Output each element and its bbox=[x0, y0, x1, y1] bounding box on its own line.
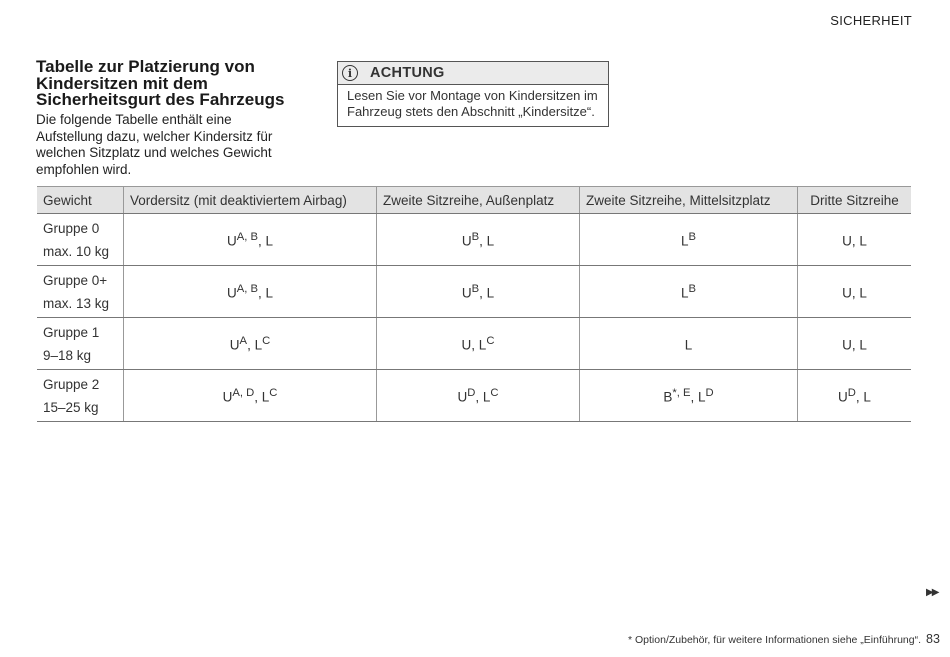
seat-cell: U, L bbox=[798, 266, 912, 318]
group-name: Gruppe 0 bbox=[43, 221, 100, 236]
group-weight: 15–25 kg bbox=[43, 400, 99, 415]
page-title: Tabelle zur Platzierung von Kindersitzen mit dem Sicherheitsgurt des Fahrzeugs bbox=[36, 57, 285, 109]
table-row bbox=[37, 214, 911, 266]
group-weight: 9–18 kg bbox=[43, 348, 92, 363]
seat-cell: $B^{*, E}$, $L^D$ bbox=[580, 370, 798, 422]
header-weight: Gewicht bbox=[37, 187, 124, 214]
seat-cell: $U^A$, $L^C$ bbox=[124, 318, 377, 370]
table-row bbox=[37, 266, 911, 318]
page-number: 83 bbox=[926, 632, 940, 646]
header-second-row-outer: Zweite Sitzreihe, Außenplatz bbox=[377, 187, 580, 214]
seat-cell: $U^{A, D}$, $L^C$ bbox=[124, 370, 377, 422]
fast-forward-icon[interactable]: ▶▶ bbox=[926, 587, 938, 598]
seat-cell: $L^B$ bbox=[580, 214, 798, 266]
group-cell bbox=[37, 214, 124, 266]
seat-cell: U, L bbox=[798, 214, 912, 266]
seat-cell: $U^B$, L bbox=[377, 214, 580, 266]
group-name: Gruppe 2 bbox=[43, 377, 100, 392]
seat-cell: L bbox=[580, 318, 798, 370]
header-third-row: Dritte Sitzreihe bbox=[798, 187, 912, 214]
warning-title: ACHTUNG bbox=[370, 65, 445, 81]
group-name: Gruppe 0+ bbox=[43, 273, 108, 288]
group-weight: max. 13 kg bbox=[43, 296, 110, 311]
info-circle-icon: i bbox=[342, 65, 358, 81]
seat-cell: $U^{A, B}$, L bbox=[124, 214, 377, 266]
seat-cell: $U^{A, B}$, L bbox=[124, 266, 377, 318]
warning-box bbox=[337, 61, 609, 127]
header-front-seat: Vordersitz (mit deaktiviertem Airbag) bbox=[124, 187, 377, 214]
table-header-row bbox=[37, 187, 911, 214]
warning-header bbox=[338, 62, 608, 85]
group-cell bbox=[37, 266, 124, 318]
seat-cell: $L^B$ bbox=[580, 266, 798, 318]
seat-cell: U, L bbox=[798, 318, 912, 370]
group-name: Gruppe 1 bbox=[43, 325, 100, 340]
section-label: SICHERHEIT bbox=[830, 13, 912, 28]
group-cell bbox=[37, 370, 124, 422]
table-row bbox=[37, 370, 911, 422]
seat-cell: $U^D$, L bbox=[798, 370, 912, 422]
warning-text: Lesen Sie vor Montage von Kindersitzen im Fahrzeug stets den Abschnitt „Kindersitze“. bbox=[347, 88, 598, 119]
header-second-row-middle: Zweite Sitzreihe, Mittelsitzplatz bbox=[580, 187, 798, 214]
seat-cell: $U^D$, $L^C$ bbox=[377, 370, 580, 422]
footnote: * Option/Zubehör, für weitere Informationen siehe „Einführung“. bbox=[628, 634, 921, 646]
seat-cell: U, $L^C$ bbox=[377, 318, 580, 370]
group-cell bbox=[37, 318, 124, 370]
group-weight: max. 10 kg bbox=[43, 244, 110, 259]
seat-cell: $U^B$, L bbox=[377, 266, 580, 318]
intro-paragraph: Die folgende Tabelle enthält eine Aufstellung dazu, welcher Kindersitz für welchen Sitzplatz und welches Gewicht empfohlen wird. bbox=[36, 112, 273, 177]
child-seat-table bbox=[37, 186, 911, 422]
table-row bbox=[37, 318, 911, 370]
